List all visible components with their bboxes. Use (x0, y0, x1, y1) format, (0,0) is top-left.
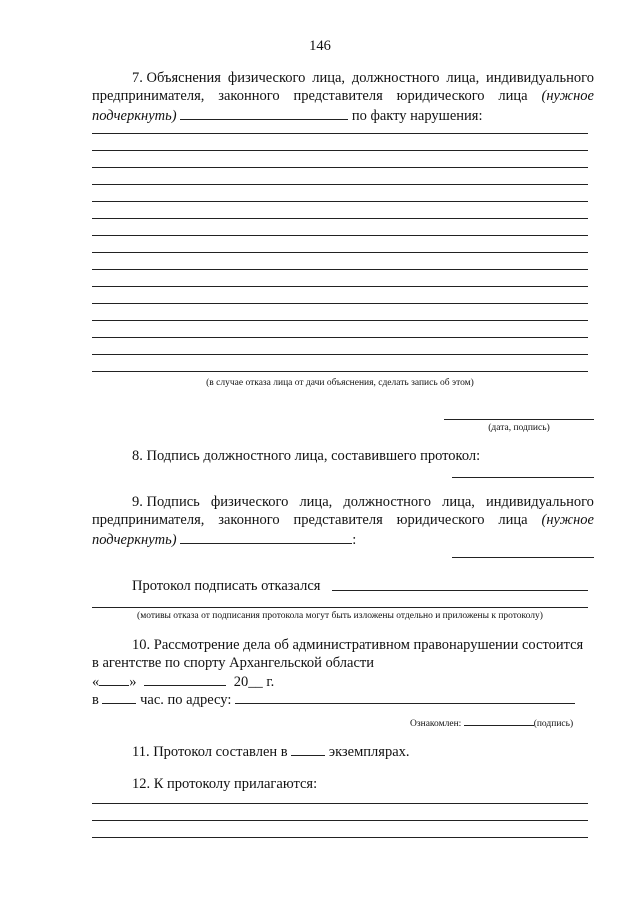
refused-signature-line[interactable] (332, 590, 588, 591)
section10-time: в час. по адресу: (92, 690, 575, 709)
hour-field[interactable] (102, 690, 136, 704)
underline-field[interactable] (180, 106, 348, 120)
person-signature-line[interactable] (452, 557, 594, 558)
explanation-line[interactable] (92, 337, 588, 338)
section9-line3: подчеркнуть) : (92, 532, 357, 548)
explanation-line[interactable] (92, 184, 588, 185)
explanation-line[interactable] (92, 252, 588, 253)
attachment-line[interactable] (92, 820, 588, 821)
refusal-reason-note: (мотивы отказа от подписания протокола могут быть изложены отдельно и приложены к протоколу) (137, 611, 543, 621)
day-field[interactable] (99, 672, 129, 686)
refused-text: Протокол подписать отказался (132, 578, 321, 594)
month-field[interactable] (144, 672, 226, 686)
official-signature-line[interactable] (452, 477, 594, 478)
underline-field[interactable] (180, 530, 352, 544)
section10-line1: 10. Рассмотрение дела об административном правонарушении состоится (132, 637, 584, 653)
section12-text: 12. К протоколу прилагаются: (132, 776, 318, 792)
refusal-reason-line[interactable] (92, 607, 588, 608)
section9-line2: предпринимателя, законного представителя юридического лица (нужное (92, 512, 594, 528)
acquainted-signature-field[interactable] (464, 716, 534, 726)
section7-line2: предпринимателя, законного представителя юридического лица (нужное (92, 88, 594, 104)
explanation-line[interactable] (92, 201, 588, 202)
address-field[interactable] (235, 690, 575, 704)
explanation-line[interactable] (92, 150, 588, 151)
explanation-line[interactable] (92, 235, 588, 236)
attachment-line[interactable] (92, 837, 588, 838)
explanation-line[interactable] (92, 286, 588, 287)
attachment-line[interactable] (92, 803, 588, 804)
section10-line2: в агентстве по спорту Архангельской области (92, 655, 374, 671)
explanation-line[interactable] (92, 269, 588, 270)
explanation-line[interactable] (92, 218, 588, 219)
copies-field[interactable] (291, 742, 325, 756)
explanation-line[interactable] (92, 320, 588, 321)
explanation-line[interactable] (92, 354, 588, 355)
date-signature-caption: (дата, подпись) (488, 423, 550, 433)
section7-line1: 7. Объяснения физического лица, должностного лица, индивидуального (132, 70, 594, 86)
section10-date: « » 20__ г. (92, 674, 275, 690)
section11-text: 11. Протокол составлен в экземплярах. (132, 744, 410, 760)
refusal-note: (в случае отказа лица от дачи объяснения, сделать запись об этом) (206, 378, 474, 388)
explanation-line[interactable] (92, 371, 588, 372)
section7-line3: подчеркнуть) по факту нарушения: (92, 108, 483, 124)
explanation-line[interactable] (92, 303, 588, 304)
section9-line1: 9. Подпись физического лица, должностного лица, индивидуального (132, 494, 594, 510)
acquainted-row: Ознакомлен: (подпись) (410, 716, 573, 729)
explanation-line[interactable] (92, 167, 588, 168)
date-signature-line[interactable] (444, 419, 594, 420)
section8-text: 8. Подпись должностного лица, составившего протокол: (132, 448, 481, 464)
explanation-line[interactable] (92, 133, 588, 134)
page-number: 146 (309, 38, 331, 54)
